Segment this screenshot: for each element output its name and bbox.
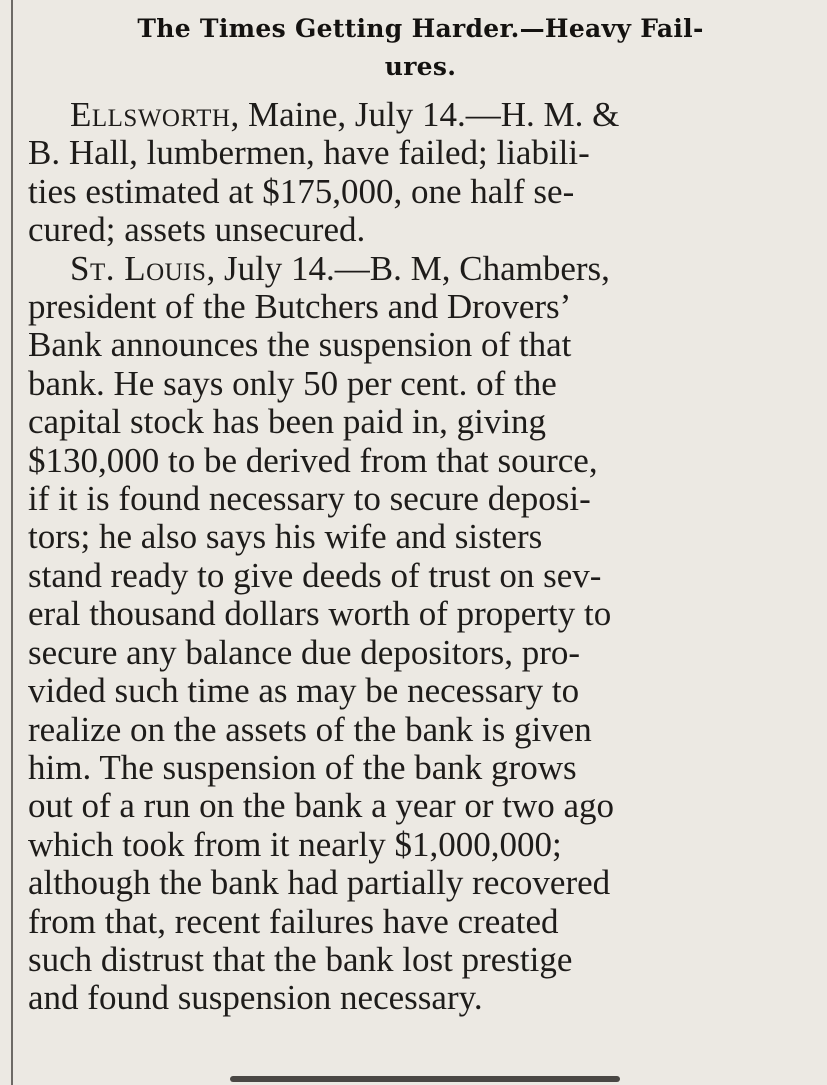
- headline-line-2: ures.: [384, 52, 457, 81]
- paragraph-2-line-12: vided such time as may be necessary to: [28, 671, 580, 711]
- paragraph-2-line-14: him. The suspension of the bank grows: [28, 747, 577, 787]
- article-body: [28, 96, 813, 1018]
- paragraph-1-line-3: ties estimated at $175,000, one half se-: [28, 171, 575, 211]
- paragraph-2-line-3: Bank announces the suspension of that: [28, 325, 572, 365]
- paragraph-2-line-6: $130,000 to be derived from that source,: [28, 440, 598, 480]
- paragraph-2-line-5: capital stock has been paid in, giving: [28, 402, 547, 442]
- paragraph-2-line-1: St. Louis, July 14.—B. M, Chambers,: [70, 248, 610, 288]
- paragraph-2-line-15: out of a run on the bank a year or two ago: [28, 786, 615, 826]
- paragraph-2-line-17: although the bank had partially recovered: [28, 863, 611, 903]
- paragraph-2-line-18: from that, recent failures have created: [28, 901, 559, 941]
- paragraph-2-line-19: such distrust that the bank lost prestige: [28, 939, 573, 979]
- headline-line-1: The Times Getting Harder.—Heavy Fail-: [137, 14, 704, 43]
- paragraph-2-line-13: realize on the assets of the bank is given: [28, 709, 592, 749]
- paragraph-2-line-7: if it is found necessary to secure deposi-: [28, 479, 591, 519]
- dateline-ellsworth: Ellsworth: [70, 95, 231, 134]
- paragraph-1-line-1: Ellsworth, Maine, July 14.—H. M. &: [70, 95, 620, 134]
- article-headline: [28, 10, 813, 86]
- paragraph-2-line-20: and found suspension necessary.: [28, 978, 483, 1018]
- paragraph-1-line-4: cured; assets unsecured.: [28, 210, 366, 250]
- paragraph-2-line-4: bank. He says only 50 per cent. of the: [28, 363, 557, 403]
- paragraph-2-line-11: secure any balance due depositors, pro-: [28, 632, 581, 672]
- paragraph-2-line-8: tors; he also says his wife and sisters: [28, 517, 543, 557]
- paragraph-1-line-2: B. Hall, lumbermen, have failed; liabili-: [28, 133, 590, 173]
- paragraph-2-line-2: president of the Butchers and Drovers’: [28, 287, 572, 327]
- paragraph-2-line-16: which took from it nearly $1,000,000;: [28, 824, 562, 864]
- paragraph-2-line-9: stand ready to give deeds of trust on sev-: [28, 555, 602, 595]
- bottom-rule: [230, 1076, 620, 1082]
- dateline-st-louis: St. Louis: [70, 248, 207, 288]
- column-rule: [11, 0, 13, 1085]
- paragraph-2-line-10: eral thousand dollars worth of property to: [28, 594, 612, 634]
- newspaper-clipping: [28, 10, 813, 1018]
